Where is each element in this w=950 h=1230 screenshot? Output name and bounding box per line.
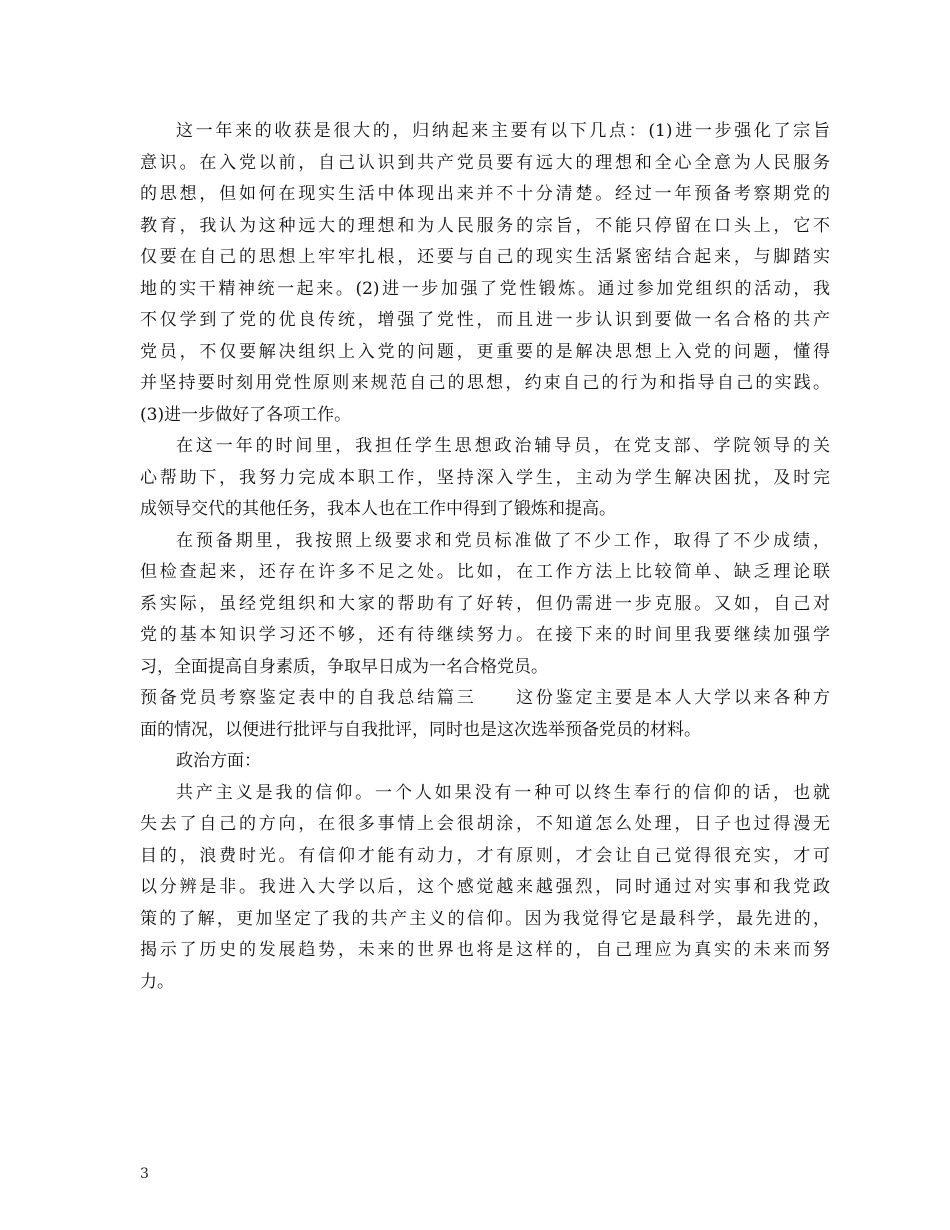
text-line: 成领导交代的其他任务，我本人也在工作中得到了锻炼和提高。 (140, 499, 616, 519)
text-line: 教育，我认为这种远大的理想和为人民服务的宗旨，不能只停留在口头上，它不 (140, 215, 830, 236)
text-line: 以分辨是非。我进入大学以后，这个感觉越来越强烈，同时通过对实事和我党政 (140, 877, 830, 897)
document-body (140, 116, 830, 998)
text-line: 的思想，但如何在现实生活中体现出来并不十分清楚。经过一年预备考察期党的 (140, 184, 830, 204)
text-line: 习，全面提高自身素质，争取早日成为一名合格党员。 (140, 656, 548, 677)
text-line: 策的了解，更加坚定了我的共产主义的信仰。因为我觉得它是最科学，最先进的， (140, 908, 830, 929)
text-line: 这一年来的收获是很大的，归纳起来主要有以下几点：(1)进一步强化了宗旨 (176, 121, 830, 141)
text-line: 党员，不仅要解决组织上入党的问题，更重要的是解决思想上入党的问题，懂得 (140, 341, 830, 362)
section-heading-line: 预备党员考察鉴定表中的自我总结篇三 这份鉴定主要是本人大学以来各种方 (140, 688, 830, 708)
text-line: 党的基本知识学习还不够，还有待继续努力。在接下来的时间里我要继续加强学 (140, 625, 830, 645)
text-line: 系实际，虽经党组织和大家的帮助有了好转，但仍需进一步克服。又如，自己对 (140, 593, 830, 614)
text-line: (3)进一步做好了各项工作。 (140, 404, 352, 425)
text-line: 目的，浪费时光。有信仰才能有动力，才有原则，才会让自己觉得很充实，才可 (140, 845, 830, 866)
text-line: 仅要在自己的思想上牢牢扎根，还要与自己的现实生活紧密结合起来，与脚踏实 (140, 247, 830, 267)
text-line: 心帮助下，我努力完成本职工作，坚持深入学生，主动为学生解决困扰，及时完 (140, 467, 830, 488)
text-line: 在这一年的时间里，我担任学生思想政治辅导员，在党支部、学院领导的关 (176, 436, 830, 456)
text-line: 意识。在入党以前，自己认识到共产党员要有远大的理想和全心全意为人民服务 (140, 152, 830, 173)
text-line: 失去了自己的方向，在很多事情上会很胡涂，不知道怎么处理，日子也过得漫无 (140, 814, 830, 834)
text-line: 不仅学到了党的优良传统，增强了党性，而且进一步认识到要做一名合格的共产 (140, 310, 830, 330)
text-line: 力。 (140, 971, 174, 992)
subsection-heading: 政治方面： (176, 751, 261, 771)
text-line: 在预备期里，我按照上级要求和党员标准做了不少工作，取得了不少成绩， (176, 530, 830, 551)
text-line: 共产主义是我的信仰。一个人如果没有一种可以终生奉行的信仰的话，也就 (176, 782, 830, 803)
text-line: 揭示了历史的发展趋势，未来的世界也将是这样的，自己理应为真实的未来而努 (140, 940, 830, 960)
page-number: 3 (140, 1166, 149, 1182)
text-line: 面的情况，以便进行批评与自我批评，同时也是这次选举预备党员的材料。 (140, 719, 701, 740)
text-line: 但检查起来，还存在许多不足之处。比如，在工作方法上比较简单、缺乏理论联 (140, 562, 830, 582)
text-line: 并坚持要时刻用党性原则来规范自己的思想，约束自己的行为和指导自己的实践。 (140, 373, 830, 393)
text-line: 地的实干精神统一起来。(2)进一步加强了党性锻炼。通过参加党组织的活动，我 (140, 278, 830, 299)
